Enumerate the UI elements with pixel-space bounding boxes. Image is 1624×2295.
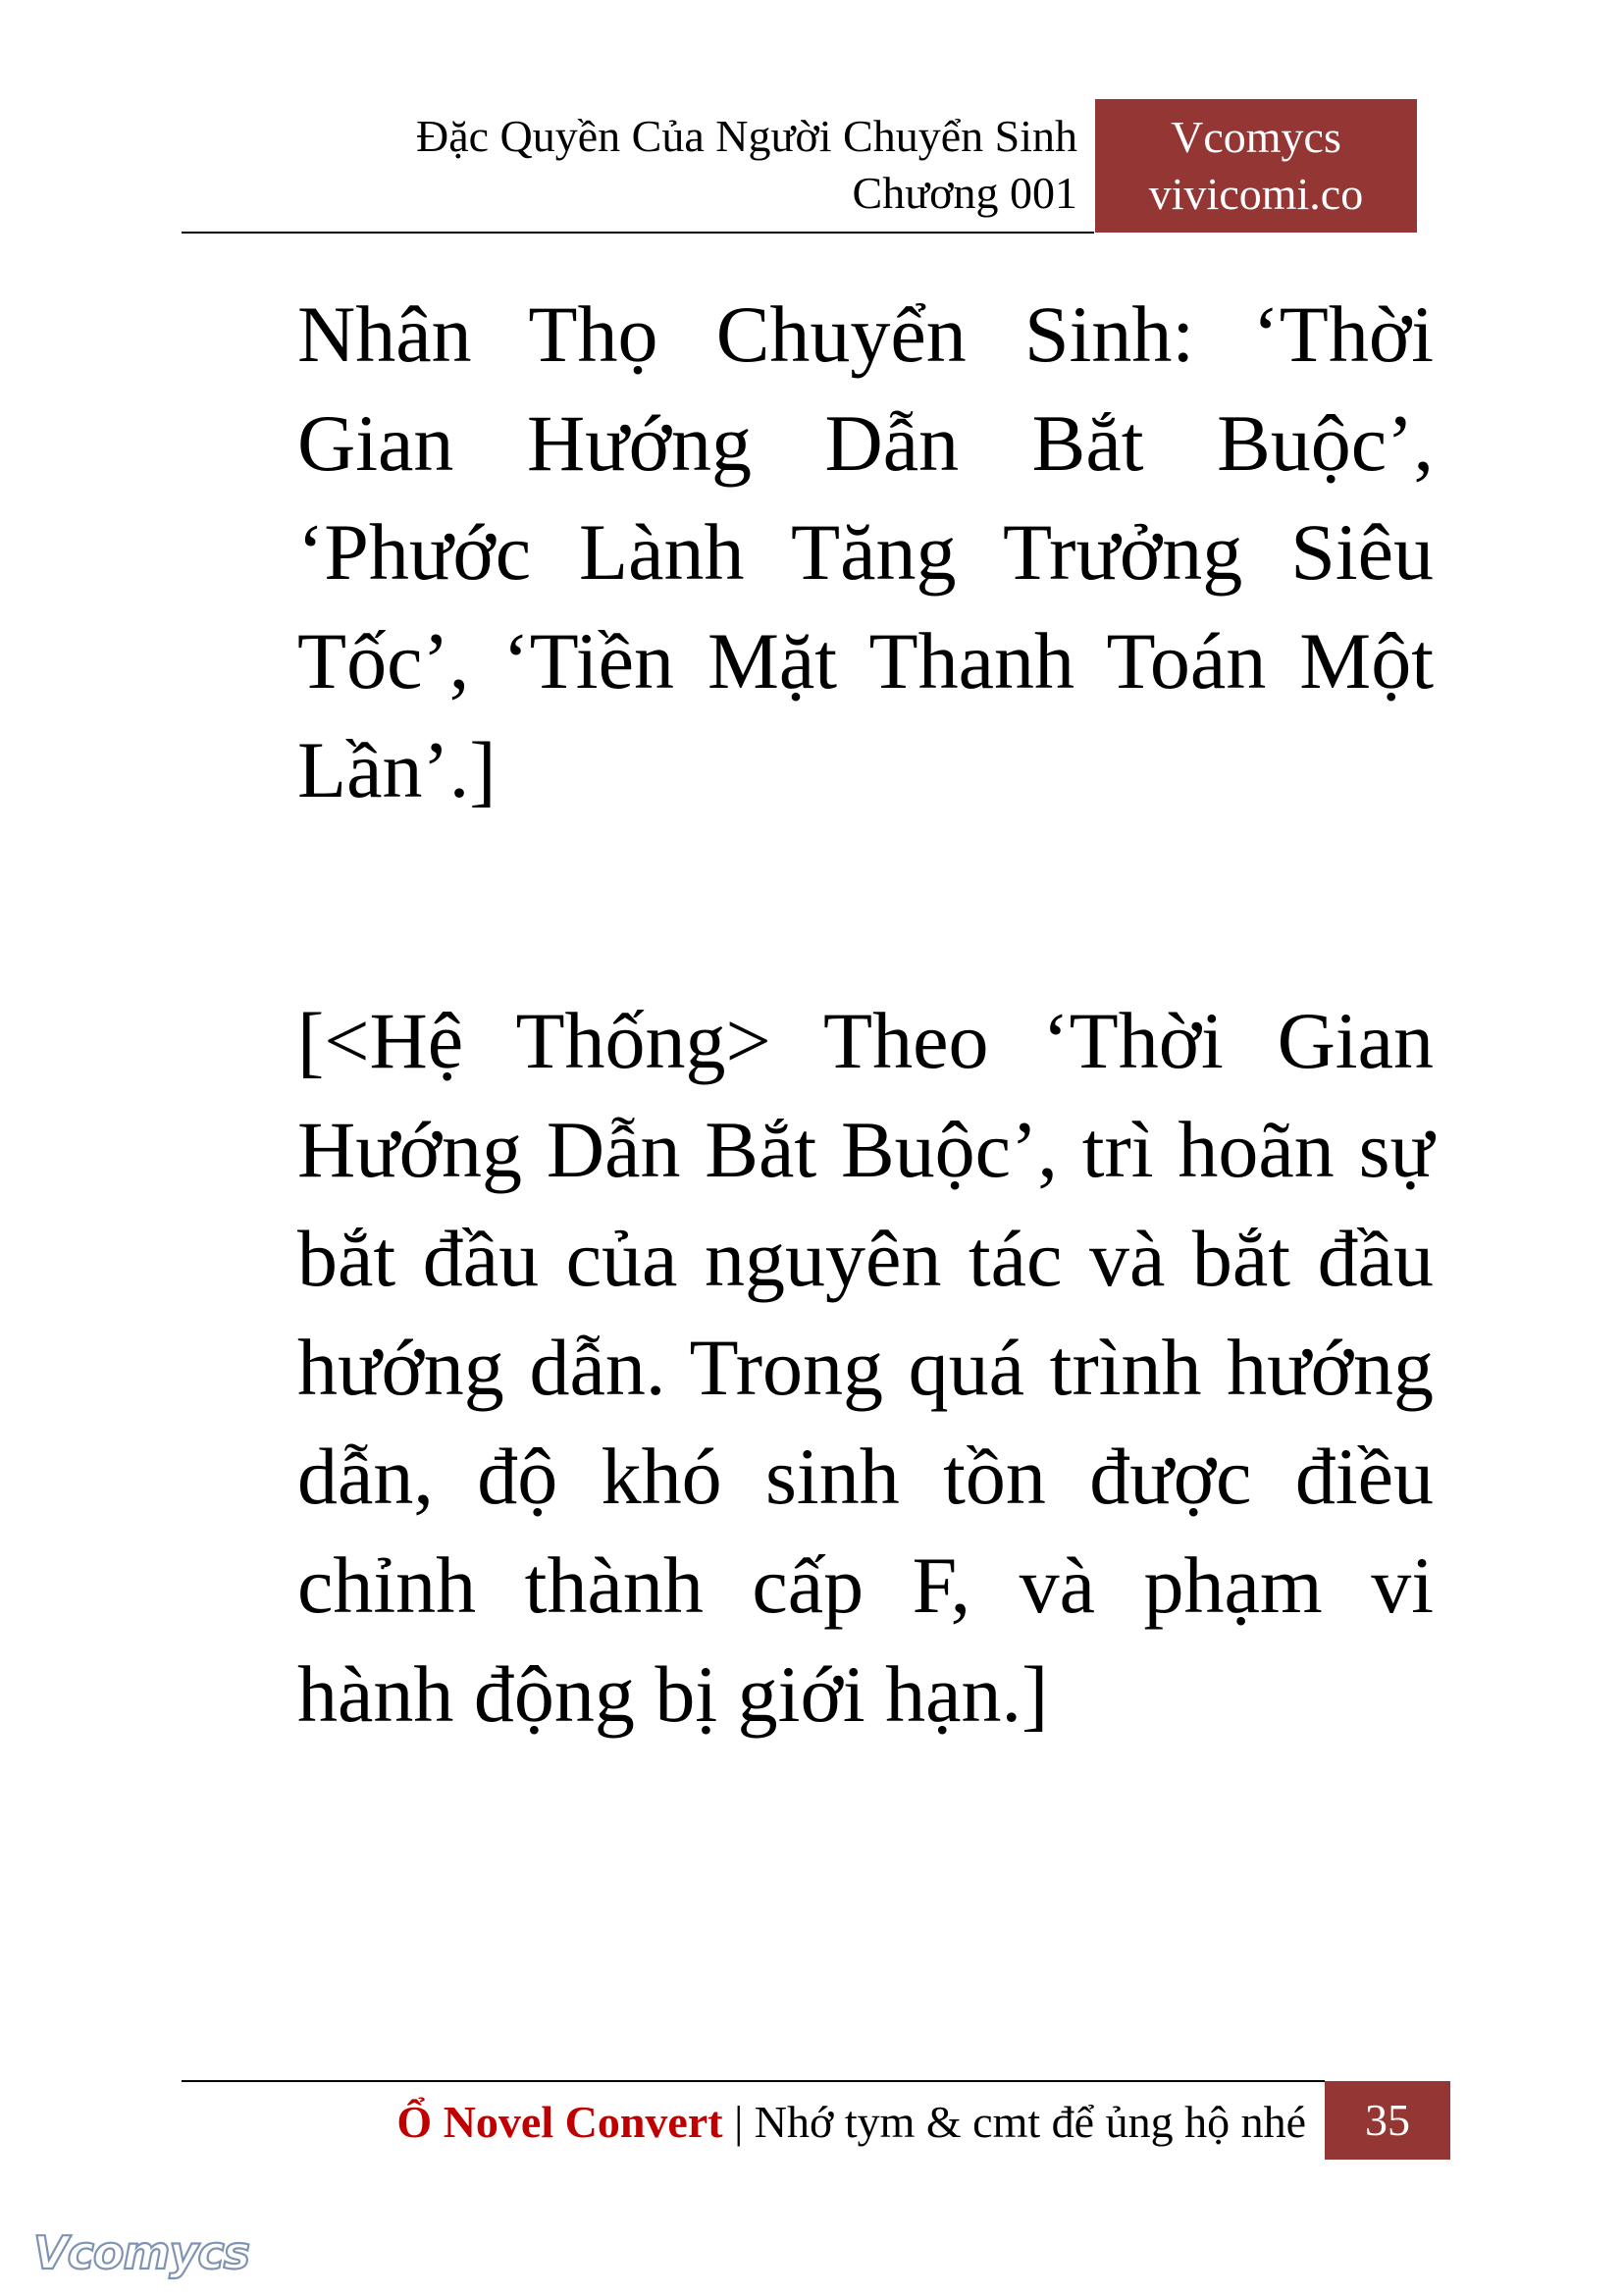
body-paragraph: Nhân Thọ Chuyển Sinh: ‘Thời Gian Hướng Dẫn Bắt Buộc’, ‘Phước Lành Tăng Trưởng Siêu Tốc’, ‘Tiền Mặt Thanh Toán Một Lần’.] [297, 289, 1434, 814]
running-header [294, 108, 1077, 222]
header-brand-box [1095, 99, 1417, 233]
chapter-label: Chương 001 [852, 168, 1077, 218]
header-site: vivicomi.co [1148, 169, 1364, 219]
footer-divider [182, 2080, 1325, 2082]
body-paragraph: [<Hệ Thống> Theo ‘Thời Gian Hướng Dẫn Bắt Buộc’, trì hoãn sự bắt đầu của nguyên tác và bắt đầu hướng dẫn. Trong quá trình hướng dẫn, độ khó sinh tồn được điều chỉnh thành cấp F, và phạm vi hành động bị giới hạn.] [297, 996, 1434, 1739]
watermark-text: Vcomycs [33, 2226, 250, 2279]
footer-line [182, 2088, 1306, 2157]
footer-brand: Ổ Novel Convert [396, 2097, 723, 2147]
header-brand: Vcomycs [1171, 112, 1341, 162]
header-divider [182, 232, 1094, 234]
footer-message: Nhớ tym & cmt để ủng hộ nhé [754, 2097, 1306, 2147]
page-number: 35 [1325, 2081, 1450, 2160]
book-title: Đặc Quyền Của Người Chuyển Sinh [415, 111, 1077, 161]
footer-separator: | [722, 2097, 755, 2147]
vcomycs-watermark-logo [27, 2217, 253, 2290]
